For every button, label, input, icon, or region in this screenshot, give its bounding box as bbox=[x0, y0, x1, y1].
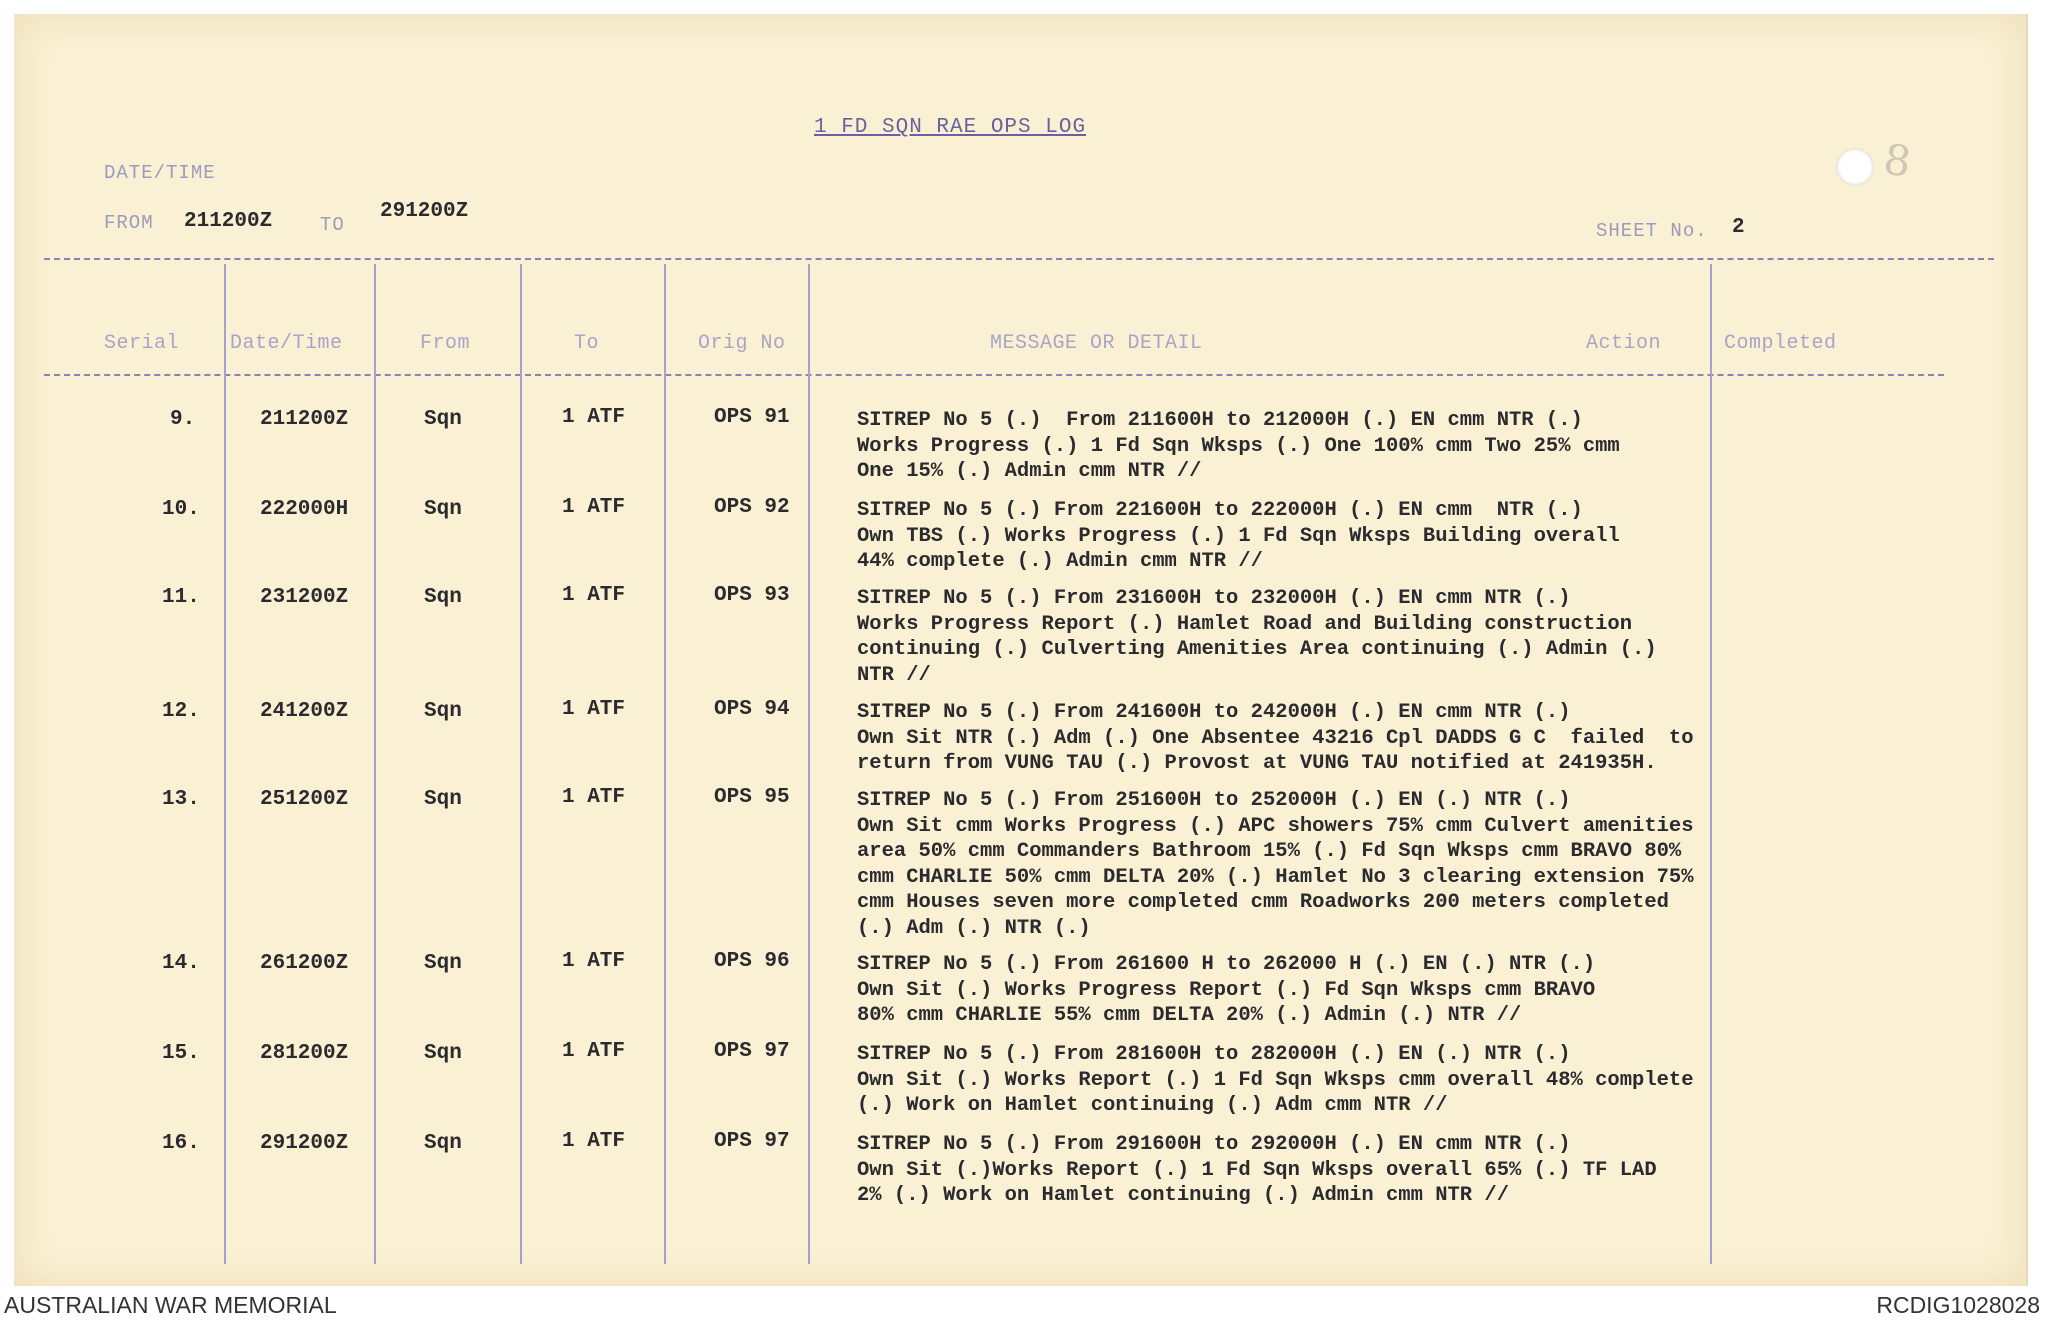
message-line: NTR // bbox=[857, 663, 931, 687]
message-line: cmm Houses seven more completed cmm Roadworks 200 meters completed bbox=[857, 891, 1669, 914]
serial-cell: 16. bbox=[162, 1132, 200, 1155]
message-line: Own TBS (.) Works Progress (.) 1 Fd Sqn Wksps Building overall bbox=[857, 524, 1620, 548]
date-time-label: DATE/TIME bbox=[104, 162, 216, 184]
header-bottom-rule bbox=[44, 374, 1944, 376]
serial-cell: 11. bbox=[162, 586, 200, 609]
column-header-message: MESSAGE OR DETAIL bbox=[990, 332, 1203, 355]
from-cell: Sqn bbox=[424, 788, 462, 811]
message-line: SITREP No 5 (.) From 261600 H to 262000 H (.) EN (.) NTR (.) bbox=[857, 953, 1596, 976]
message-cell bbox=[857, 700, 1717, 777]
datetime-cell: 222000H bbox=[260, 498, 349, 521]
message-cell bbox=[857, 952, 1717, 1029]
message-line: 2% (.) Work on Hamlet continuing (.) Admin cmm NTR // bbox=[857, 1184, 1510, 1207]
message-cell bbox=[857, 788, 1717, 941]
orig-no-cell: OPS 96 bbox=[714, 950, 790, 973]
message-line: Works Progress (.) 1 Fd Sqn Wksps (.) One 100% cmm Two 25% cmm bbox=[857, 434, 1620, 458]
message-line: SITREP No 5 (.) From 241600H to 242000H (.) EN cmm NTR (.) bbox=[857, 701, 1571, 724]
footer-institution: AUSTRALIAN WAR MEMORIAL bbox=[4, 1292, 337, 1318]
message-line: SITREP No 5 (.) From 211600H to 212000H (.) EN cmm NTR (.) bbox=[857, 409, 1583, 432]
datetime-cell: 241200Z bbox=[260, 700, 349, 723]
datetime-cell: 211200Z bbox=[260, 408, 349, 431]
serial-cell: 15. bbox=[162, 1042, 200, 1065]
column-divider bbox=[664, 264, 666, 1264]
column-divider bbox=[224, 264, 226, 1264]
message-cell bbox=[857, 1042, 1717, 1119]
datetime-cell: 251200Z bbox=[260, 788, 349, 811]
to-cell: 1 ATF bbox=[562, 1040, 626, 1063]
orig-no-cell: OPS 97 bbox=[714, 1130, 790, 1153]
message-line: continuing (.) Culverting Amenities Area continuing (.) Admin (.) bbox=[857, 638, 1657, 661]
orig-no-cell: OPS 93 bbox=[714, 584, 790, 607]
message-line: Own Sit (.) Works Report (.) 1 Fd Sqn Wksps cmm overall 48% complete bbox=[857, 1068, 1694, 1092]
message-line: SITREP No 5 (.) From 221600H to 222000H (.) EN cmm NTR (.) bbox=[857, 499, 1583, 522]
message-line: Own Sit (.)Works Report (.) 1 Fd Sqn Wksps overall 65% (.) TF LAD bbox=[857, 1158, 1657, 1182]
orig-no-cell: OPS 95 bbox=[714, 786, 790, 809]
message-cell bbox=[857, 408, 1717, 485]
column-header-action: Action bbox=[1586, 332, 1662, 355]
sheet-number-value: 2 bbox=[1732, 216, 1745, 239]
serial-cell: 13. bbox=[162, 788, 200, 811]
message-line: SITREP No 5 (.) From 291600H to 292000H (.) EN cmm NTR (.) bbox=[857, 1133, 1571, 1156]
column-header-orig-no: Orig No bbox=[698, 332, 786, 355]
message-line: Own Sit (.) Works Progress Report (.) Fd Sqn Wksps cmm BRAVO bbox=[857, 978, 1596, 1002]
datetime-cell: 231200Z bbox=[260, 586, 349, 609]
from-cell: Sqn bbox=[424, 1132, 462, 1155]
to-cell: 1 ATF bbox=[562, 406, 626, 429]
serial-cell: 14. bbox=[162, 952, 200, 975]
message-line: SITREP No 5 (.) From 281600H to 282000H (.) EN (.) NTR (.) bbox=[857, 1043, 1571, 1066]
from-cell: Sqn bbox=[424, 408, 462, 431]
to-label: TO bbox=[320, 214, 345, 236]
from-label: FROM bbox=[104, 212, 154, 234]
column-header-datetime: Date/Time bbox=[230, 332, 343, 355]
from-cell: Sqn bbox=[424, 952, 462, 975]
message-cell bbox=[857, 498, 1717, 575]
to-cell: 1 ATF bbox=[562, 950, 626, 973]
to-value: 291200Z bbox=[380, 200, 469, 223]
document-sheet bbox=[14, 14, 2028, 1286]
from-cell: Sqn bbox=[424, 498, 462, 521]
column-header-completed: Completed bbox=[1724, 332, 1837, 355]
message-line: Own Sit cmm Works Progress (.) APC showers 75% cmm Culvert amenities bbox=[857, 814, 1694, 838]
to-cell: 1 ATF bbox=[562, 584, 626, 607]
message-line: Own Sit NTR (.) Adm (.) One Absentee 43216 Cpl DADDS G C failed to bbox=[857, 726, 1694, 750]
serial-cell: 12. bbox=[162, 700, 200, 723]
footer-record-id: RCDIG1028028 bbox=[1876, 1292, 2040, 1318]
message-cell bbox=[857, 1132, 1717, 1209]
message-line: One 15% (.) Admin cmm NTR // bbox=[857, 460, 1202, 483]
column-header-from: From bbox=[420, 332, 471, 355]
orig-no-cell: OPS 94 bbox=[714, 698, 790, 721]
message-line: return from VUNG TAU (.) Provost at VUNG TAU notified at 241935H. bbox=[857, 752, 1657, 775]
message-line: (.) Adm (.) NTR (.) bbox=[857, 916, 1091, 940]
sheet-number-label: SHEET No. bbox=[1596, 220, 1708, 242]
orig-no-cell: OPS 91 bbox=[714, 406, 790, 429]
column-header-serial: Serial bbox=[104, 332, 180, 355]
from-cell: Sqn bbox=[424, 586, 462, 609]
column-header-to: To bbox=[574, 332, 600, 355]
header-top-rule bbox=[44, 258, 1994, 260]
column-divider bbox=[374, 264, 376, 1264]
message-line: SITREP No 5 (.) From 251600H to 252000H (.) EN (.) NTR (.) bbox=[857, 789, 1571, 812]
pencil-mark: 8 bbox=[1880, 134, 1915, 187]
serial-cell: 9. bbox=[170, 408, 196, 431]
punch-hole bbox=[1836, 148, 1874, 186]
column-divider bbox=[808, 264, 810, 1264]
message-line: 44% complete (.) Admin cmm NTR // bbox=[857, 550, 1263, 573]
serial-cell: 10. bbox=[162, 498, 200, 521]
message-line: Works Progress Report (.) Hamlet Road and Building construction bbox=[857, 612, 1633, 636]
from-cell: Sqn bbox=[424, 700, 462, 723]
message-line: area 50% cmm Commanders Bathroom 15% (.) Fd Sqn Wksps cmm BRAVO 80% bbox=[857, 840, 1682, 863]
column-divider bbox=[520, 264, 522, 1264]
from-cell: Sqn bbox=[424, 1042, 462, 1065]
from-value: 211200Z bbox=[184, 210, 273, 233]
datetime-cell: 291200Z bbox=[260, 1132, 349, 1155]
message-line: 80% cmm CHARLIE 55% cmm DELTA 20% (.) Admin (.) NTR // bbox=[857, 1004, 1522, 1027]
document-title: 1 FD SQN RAE OPS LOG bbox=[814, 116, 1087, 139]
to-cell: 1 ATF bbox=[562, 496, 626, 519]
message-cell bbox=[857, 586, 1717, 688]
to-cell: 1 ATF bbox=[562, 786, 626, 809]
to-cell: 1 ATF bbox=[562, 698, 626, 721]
datetime-cell: 261200Z bbox=[260, 952, 349, 975]
orig-no-cell: OPS 97 bbox=[714, 1040, 790, 1063]
to-cell: 1 ATF bbox=[562, 1130, 626, 1153]
message-line: SITREP No 5 (.) From 231600H to 232000H (.) EN cmm NTR (.) bbox=[857, 587, 1571, 610]
message-line: cmm CHARLIE 50% cmm DELTA 20% (.) Hamlet No 3 clearing extension 75% bbox=[857, 865, 1694, 889]
message-line: (.) Work on Hamlet continuing (.) Adm cmm NTR // bbox=[857, 1094, 1448, 1117]
orig-no-cell: OPS 92 bbox=[714, 496, 790, 519]
datetime-cell: 281200Z bbox=[260, 1042, 349, 1065]
